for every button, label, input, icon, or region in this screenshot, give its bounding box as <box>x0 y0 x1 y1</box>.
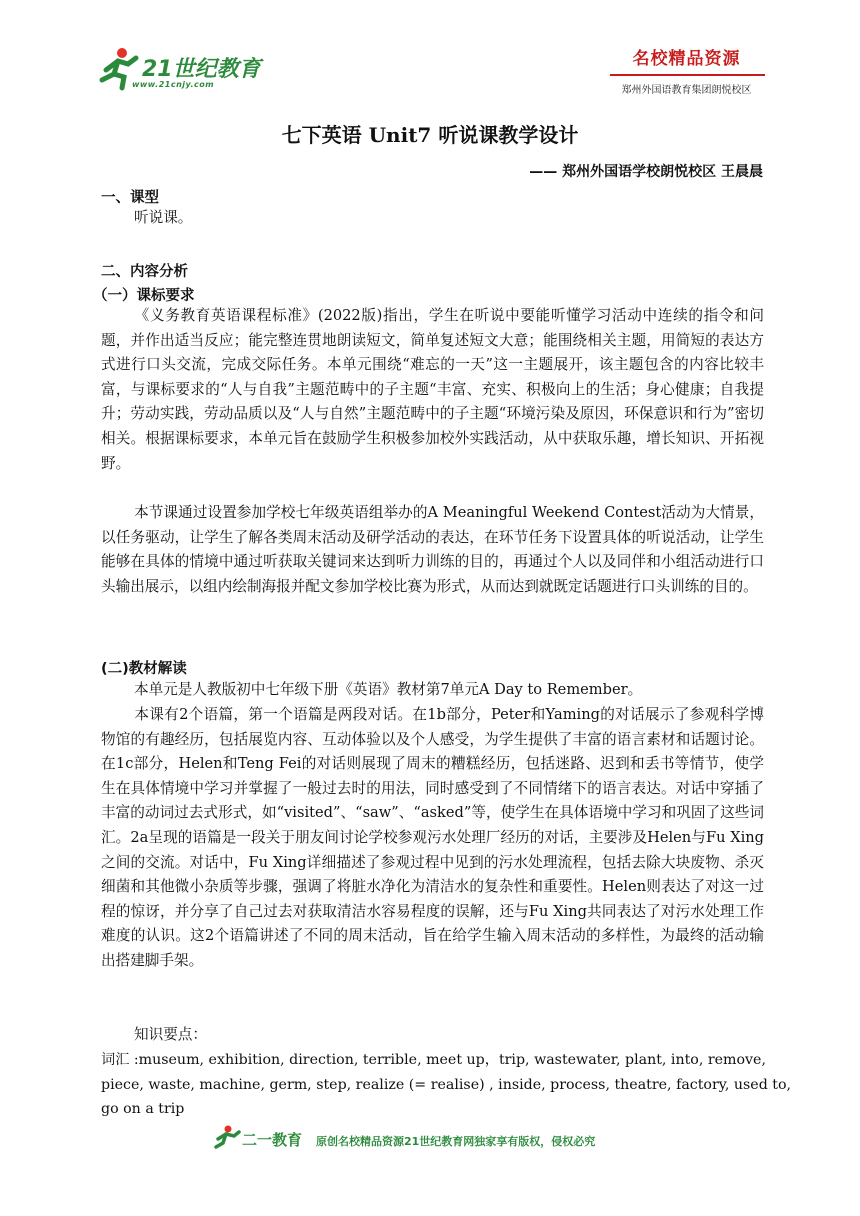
brand-subtitle: 郑州外国语教育集团朗悦校区 <box>621 85 752 96</box>
footer-logo <box>214 1123 304 1153</box>
paragraph-textbook-1: 本单元是人教版初中七年级下册《英语》教材第7单元A Day to Remember。 <box>134 681 643 698</box>
logo-text: 21世纪教育 <box>142 57 261 82</box>
subsection-heading-curriculum: （一）课标要求 <box>93 288 195 304</box>
vocab-line: piece, waste, machine, germ, step, realize (= realise) , inside, process, theatre, factory, used to, <box>101 1077 792 1093</box>
author-byline: —— 郑州外国语学校朗悦校区 王晨晨 <box>529 164 763 180</box>
footer-copyright: 原创名校精品资源21世纪教育网独家享有版权，侵权必究 <box>316 1135 596 1148</box>
page-title: 七下英语 Unit7 听说课教学设计 <box>281 123 579 147</box>
paragraph-curriculum-1: 《义务教育英语课程标准》(2022版)指出，学生在听说中要能听懂学习活动中连续的指令和问题，并作出适当反应；能完整连贯地朗读短文，简单复述短文大意；能围绕相关主题，用简短的表达方式进行口头交流，完成交际任务。本单元围绕“难忘的一天”这一主题展开，该主题包含的内容比较丰富，与课标要求的“人与自我”主题范畴中的子主题“丰富、充实、积极向上的生活；身心健康；自我提升；劳动实践，劳动品质以及“人与自然”主题范畴中的子主题“环境污染及原因，环保意识和行为”密切相关。根据课标要求，本单元旨在鼓励学生积极参加校外实践活动，从中获取乐趣，增长知识、开拓视野。 <box>101 307 764 472</box>
brand-title: 名校精品资源 <box>632 49 741 69</box>
paragraph-curriculum-2: 本节课通过设置参加学校七年级英语组举办的A Meaningful Weekend Contest活动为大情景，以任务驱动，让学生了解各类周末活动及研学活动的表达，在环节任务下设置具体的听说活动，让学生能够在具体的情境中通过听获取关键词来达到听力训练的目的，再通过个人以及同伴和小组活动进行口头输出展示，以组内绘制海报并配文参加学校比赛为形式，从而达到就既定话题进行口头训练的目的。 <box>101 504 764 595</box>
vocab-line: go on a trip <box>101 1101 185 1117</box>
brand-divider <box>610 74 765 76</box>
vocab-line: 词汇 :museum, exhibition, direction, terrible, meet up，trip, wastewater, plant, into, remove, <box>101 1052 766 1068</box>
footer-logo-text: 二一教育 <box>242 1131 303 1149</box>
subsection-heading-textbook: (二)教材解读 <box>101 661 187 677</box>
logo-url: www.21cnjy.com <box>132 80 215 89</box>
course-type-text: 听说课。 <box>134 209 193 226</box>
knowledge-label: 知识要点： <box>134 1026 207 1043</box>
section-heading-course-type: 一、课型 <box>101 190 159 206</box>
section-heading-content-analysis: 二、内容分析 <box>101 264 188 280</box>
paragraph-textbook-2: 本课有2个语篇，第一个语篇是两段对话。在1b部分，Peter和Yaming的对话展示了参观科学博物馆的有趣经历，包括展览内容、互动体验以及个人感受，为学生提供了丰富的语言素材和话题讨论。在1c部分，Helen和Teng Fei的对话则展现了周末的糟糕经历，包括迷路、迟到和丢书等情节，使学生在具体情境中学习并掌握了一般过去时的用法，同时感受到了不同情绪下的语言表达。对话中穿插了丰富的动词过去式形式，如“visited”、“saw”、“asked”等，使学生在具体语境中学习和巩固了这些词汇。2a呈现的语篇是一段关于朋友间讨论学校参观污水处理厂经历的对话，主要涉及Helen与Fu Xing之间的交流。对话中，Fu Xing详细描述了参观过程中见到的污水处理流程，包括去除大块废物、杀灭细菌和其他微小杂质等步骤，强调了将脏水净化为清洁水的复杂性和重要性。Helen则表达了对这一过程的惊讶，并分享了自己过去对获取清洁水容易程度的误解，还与Fu Xing共同表达了对污水处理工作难度的认识。这2个语篇讲述了不同的周末活动，旨在给学生输入周末活动的多样性，为最终的活动输出搭建脚手架。 <box>101 706 764 969</box>
